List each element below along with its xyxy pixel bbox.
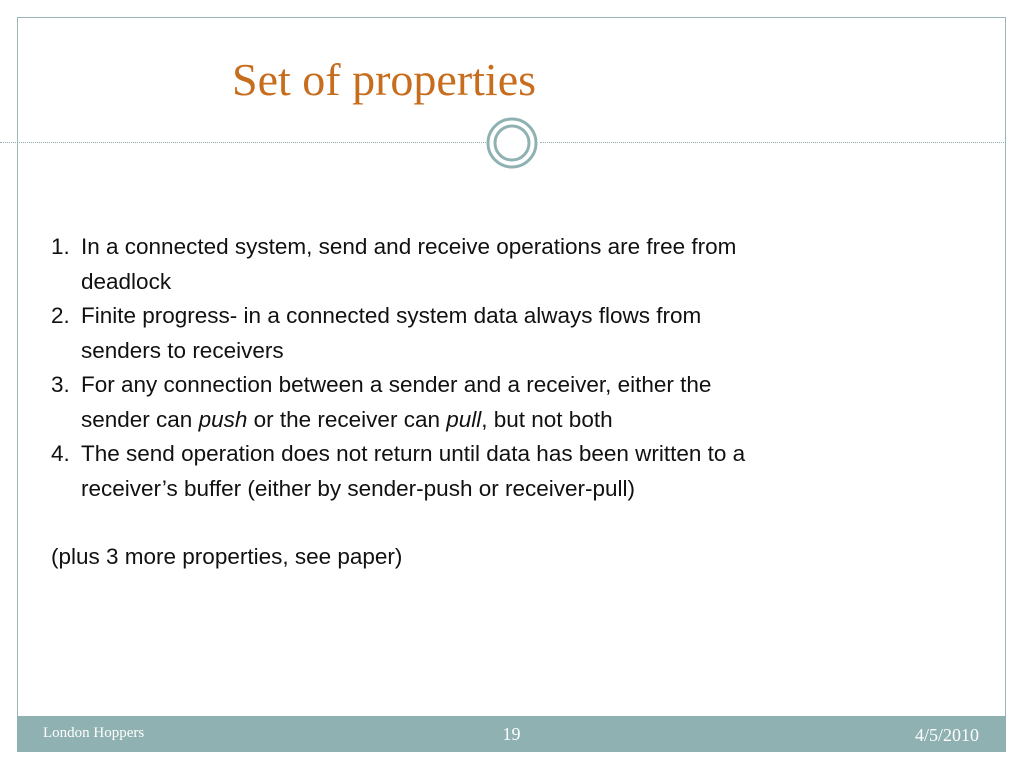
title-divider-left bbox=[0, 142, 486, 143]
list-item-line: The send operation does not return until data has been written to a bbox=[81, 441, 746, 466]
list-item-number: 3. bbox=[51, 372, 70, 397]
list-item bbox=[51, 230, 951, 299]
circle-ornament-icon bbox=[486, 117, 538, 169]
list-item-number: 4. bbox=[51, 441, 70, 466]
footer-presenter: London Hoppers bbox=[43, 725, 145, 741]
slide-body bbox=[51, 230, 951, 575]
italic-push: push bbox=[198, 406, 248, 432]
list-item-line: deadlock bbox=[81, 268, 172, 294]
footer-date: 4/5/2010 bbox=[914, 725, 979, 745]
list-item-line bbox=[81, 403, 951, 438]
list-item bbox=[51, 368, 951, 437]
list-item-line: For any connection between a sender and a receiver, either the bbox=[81, 372, 712, 397]
title-divider-right bbox=[540, 142, 1006, 143]
slide-footer bbox=[17, 716, 1006, 752]
text-run: , but not both bbox=[481, 406, 613, 432]
list-item bbox=[51, 437, 951, 506]
list-item-line: receiver’s buffer (either by sender-push or receiver-pull) bbox=[81, 475, 635, 501]
text-run: sender can bbox=[81, 406, 199, 432]
italic-pull: pull bbox=[446, 406, 482, 432]
list-item-number: 2. bbox=[51, 303, 70, 328]
slide-title: Set of properties bbox=[232, 54, 537, 105]
list-item-line: Finite progress- in a connected system data always flows from bbox=[81, 303, 702, 328]
slide-note: (plus 3 more properties, see paper) bbox=[51, 544, 403, 569]
list-item-number: 1. bbox=[51, 234, 70, 259]
list-item bbox=[51, 299, 951, 368]
footer-page-number: 19 bbox=[502, 724, 521, 744]
text-run: or the receiver can bbox=[247, 406, 447, 432]
list-item-line: senders to receivers bbox=[81, 337, 284, 363]
list-item-line: In a connected system, send and receive operations are free from bbox=[81, 234, 737, 259]
